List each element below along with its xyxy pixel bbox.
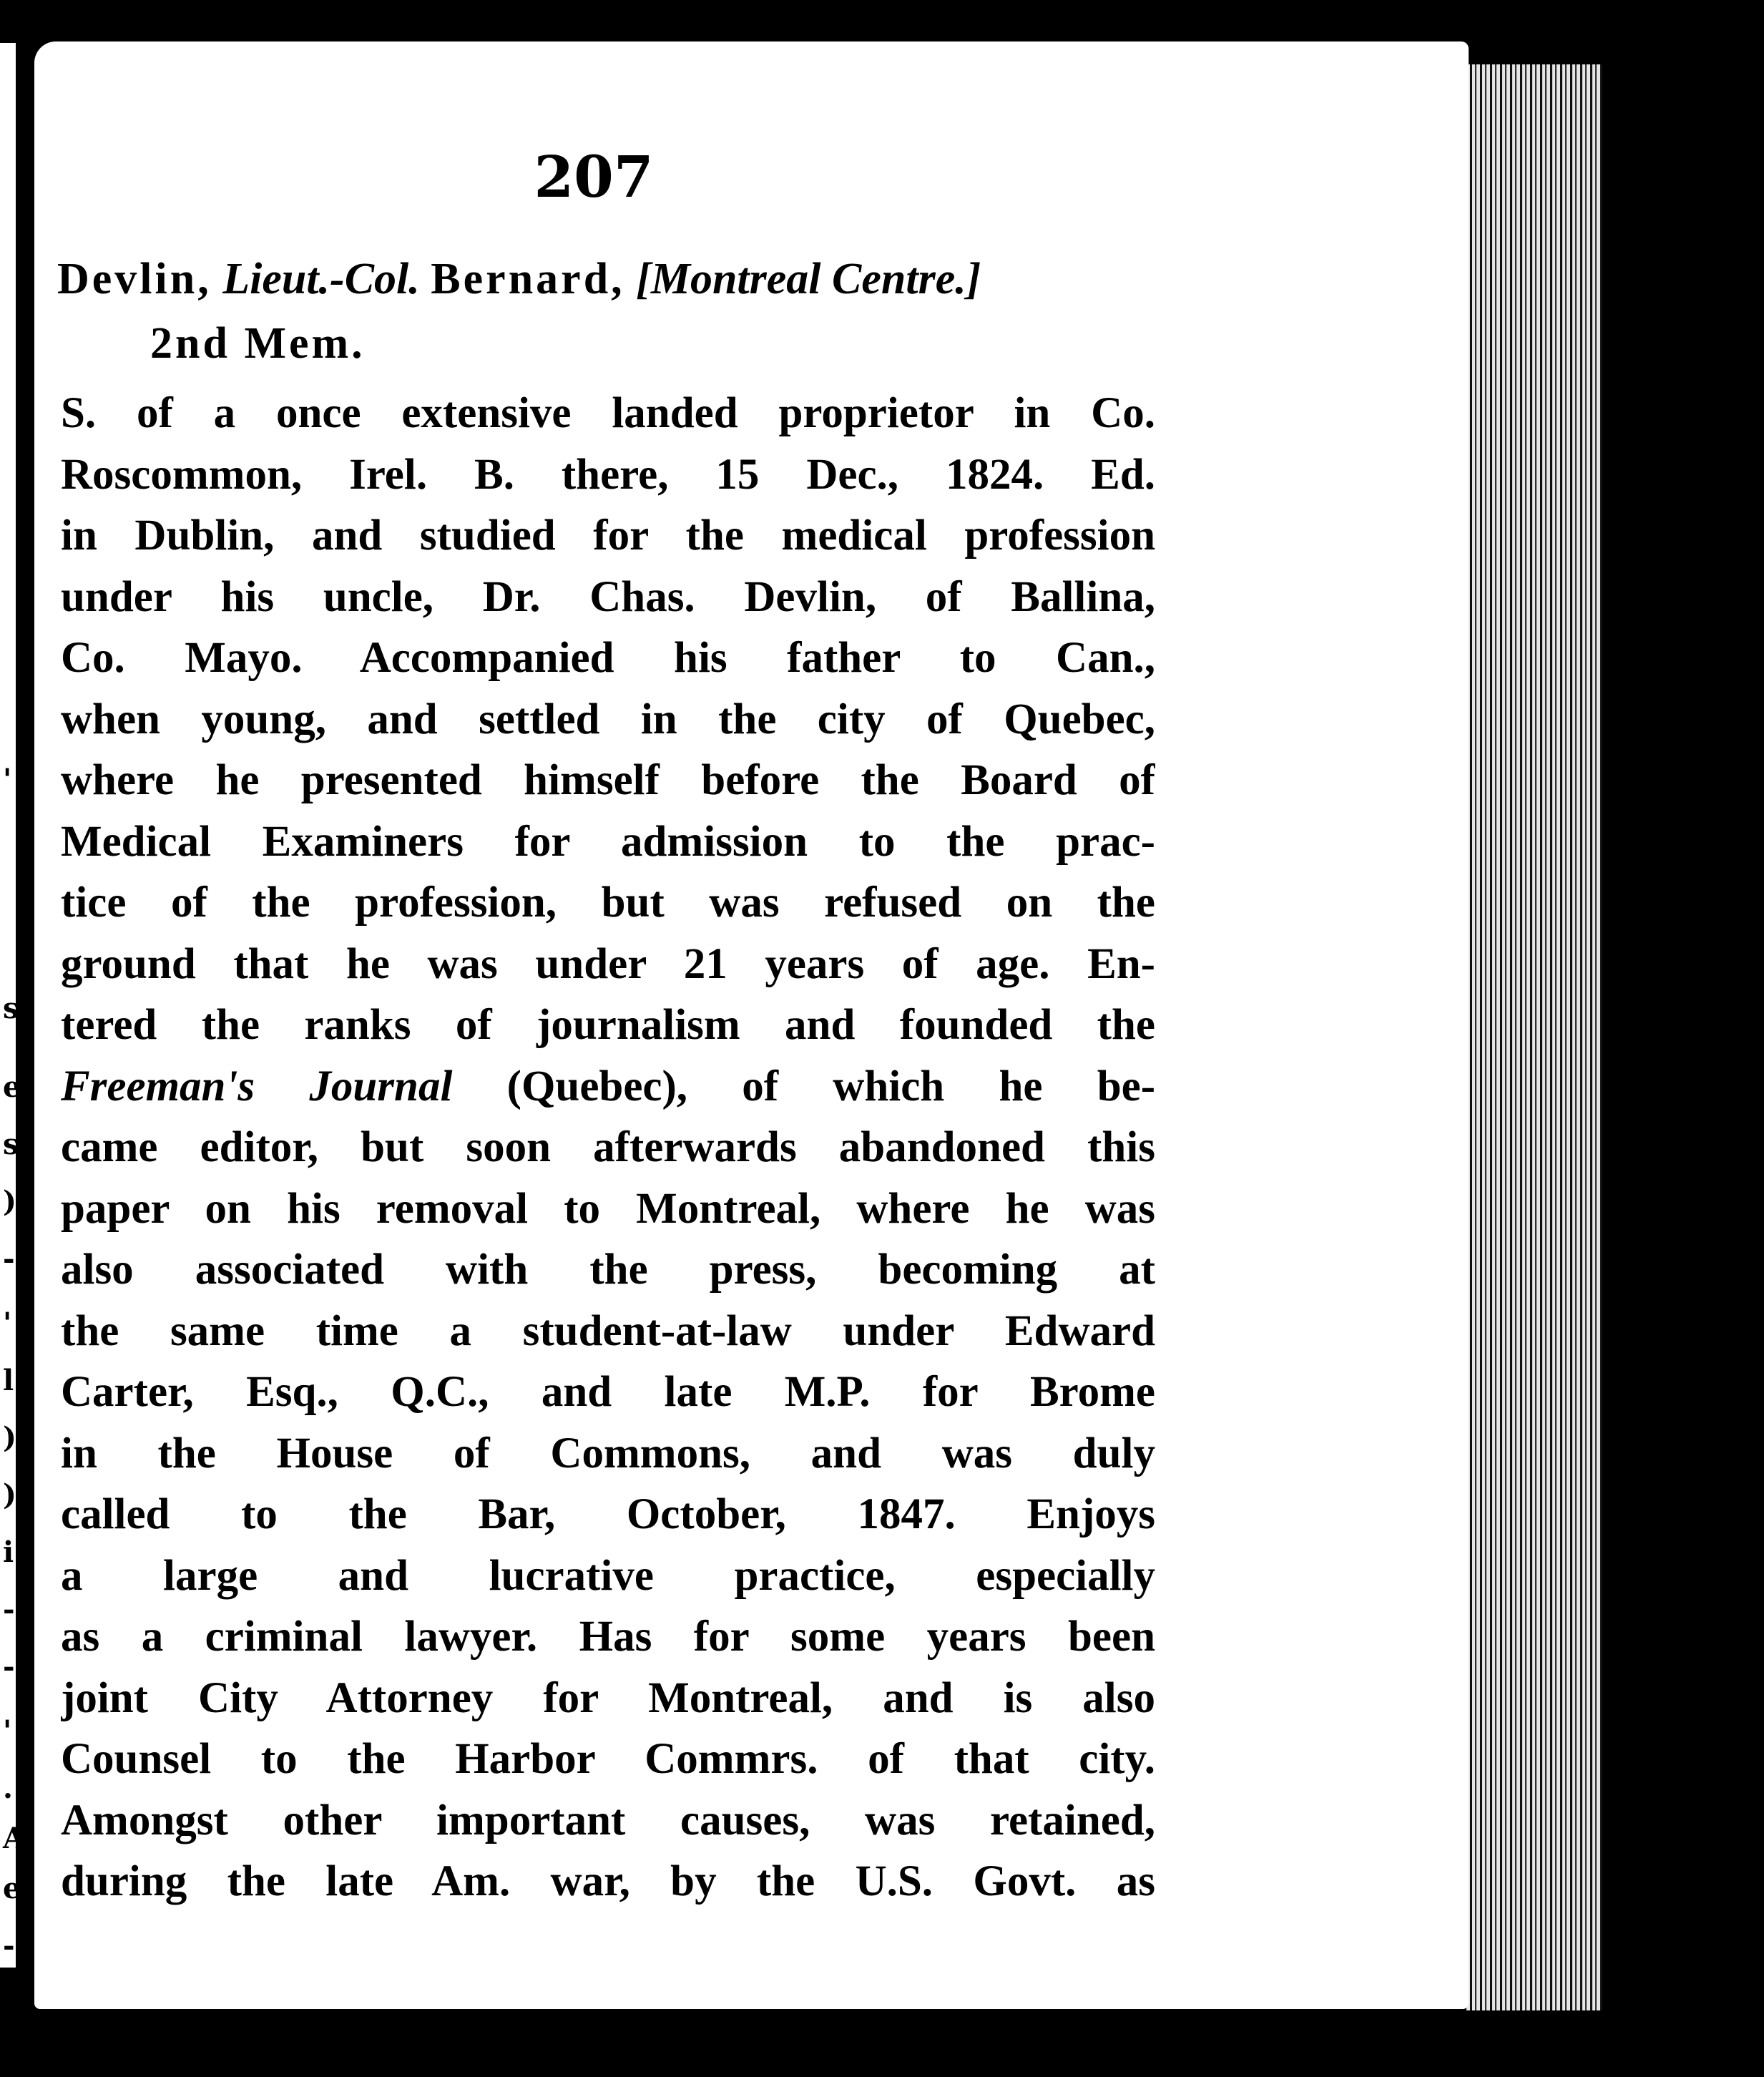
margin-mark: l	[3, 1986, 14, 2020]
body-line: Roscommon, Irel. B. there, 15 Dec., 1824. Ed.	[61, 450, 1155, 499]
body-line: came editor, but soon afterwards abandoned this	[61, 1123, 1155, 1171]
body-line: tered the ranks of journalism and founded the	[61, 1001, 1155, 1049]
body-line: Co. Mayo. Accompanied his father to Can.,	[61, 634, 1155, 682]
body-line: a large and lucrative practice, especially	[61, 1551, 1155, 1600]
body-line: called to the Bar, October, 1847. Enjoys	[61, 1490, 1155, 1538]
body-line: Counsel to the Harbor Commrs. of that city.	[61, 1735, 1155, 1783]
facing-page-marks	[0, 43, 26, 2077]
body-line: under his uncle, Dr. Chas. Devlin, of Ballina,	[61, 572, 1155, 621]
body-line: in Dublin, and studied for the medical profession	[61, 512, 1155, 559]
entry-membership: 2nd Mem.	[150, 319, 366, 368]
heading-line-2	[57, 311, 1152, 376]
body-line: when young, and settled in the city of Quebec,	[61, 695, 1155, 743]
margin-mark: A	[3, 1822, 26, 1855]
heading-line-1	[57, 247, 1152, 311]
margin-mark: -	[3, 1593, 15, 1626]
body-line: where he presented himself before the Board of	[61, 756, 1155, 804]
body-line: ground that he was under 21 years of age. En-	[61, 939, 1155, 988]
page-stack-edges	[1466, 64, 1602, 2010]
body-line: joint City Attorney for Montreal, and is also	[61, 1673, 1155, 1722]
margin-mark: )	[3, 1478, 16, 1512]
body-line: Medical Examiners for admission to the prac-	[61, 817, 1155, 866]
margin-mark: i	[3, 1535, 14, 1569]
margin-mark: )	[3, 1185, 16, 1218]
body-line: the same time a student-at-law under Edward	[61, 1306, 1155, 1355]
margin-mark: '	[3, 2043, 12, 2077]
margin-mark: e	[3, 1070, 21, 1104]
journal-line-rest: (Quebec), of which he be-	[452, 1062, 1155, 1110]
margin-mark: -	[3, 1650, 15, 1683]
entry-constituency: [Montreal Centre.]	[636, 255, 981, 303]
body-line: Carter, Esq., Q.C., and late M.P. for Brome	[61, 1368, 1155, 1416]
body-line: in the House of Commons, and was duly	[61, 1429, 1155, 1477]
margin-mark: -	[3, 1242, 15, 1276]
entry-surname: Devlin,	[57, 255, 212, 303]
margin-mark: .	[3, 1771, 13, 1805]
body-line: S. of a once extensive landed proprietor in Co.	[61, 389, 1155, 437]
body-line: paper on his removal to Montreal, where he was	[61, 1184, 1155, 1233]
page-number: 207	[534, 143, 654, 210]
margin-mark: '	[3, 1306, 12, 1340]
body-line: also associated with the press, becoming at	[61, 1246, 1155, 1294]
body-line	[61, 1056, 1155, 1118]
body-line: tice of the profession, but was refused on the	[61, 879, 1155, 927]
margin-mark: -	[3, 1929, 15, 1963]
margin-mark: l	[3, 1364, 14, 1397]
body-line: as a criminal lawyer. Has for some years been	[61, 1613, 1155, 1661]
margin-mark: s	[3, 1128, 19, 1161]
margin-mark: '	[3, 763, 12, 796]
journal-title: Freeman's Journal	[61, 1062, 453, 1110]
margin-mark: s	[3, 992, 19, 1025]
margin-mark: '	[3, 1714, 12, 1748]
entry-heading	[57, 247, 1152, 376]
body-line: during the late Am. war, by the U.S. Govt. as	[61, 1857, 1155, 1905]
margin-mark: e	[3, 1872, 21, 1905]
margin-mark: )	[3, 1421, 16, 1455]
body-line: Amongst other important causes, was retained,	[61, 1796, 1155, 1844]
entry-given-name: Bernard,	[431, 255, 625, 303]
entry-body	[61, 383, 1155, 1912]
entry-rank: Lieut.-Col.	[222, 255, 420, 303]
